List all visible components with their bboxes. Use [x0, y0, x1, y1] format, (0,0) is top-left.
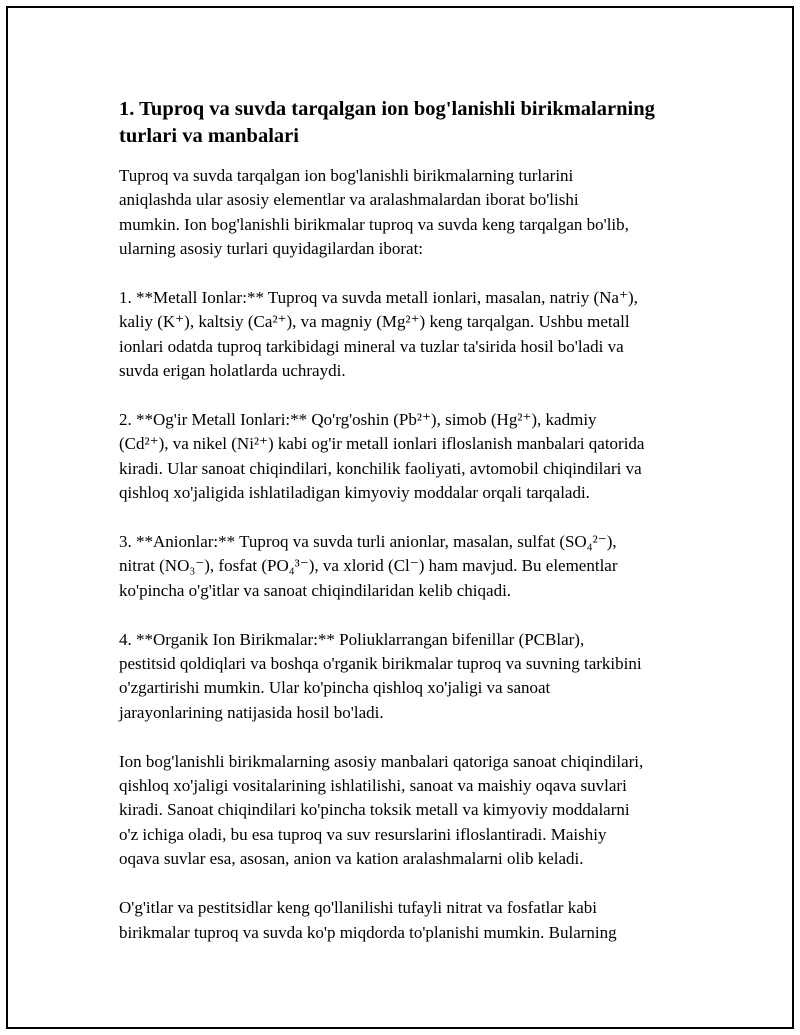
paragraph-sources: Ion bog'lanishli birikmalarning asosiy manbalari qatoriga sanoat chiqindilari, qishloq xo'jaligi vositalarining ishlatilishi, sanoat va maishiy oqava suvlari kiradi. Sanoat chiqindilari ko'pincha toksik metall va kimyoviy moddalarni o'z ichiga oladi, bu esa tuproq va suv resurslarini ifloslantiradi. Maishiy oqava suvlar esa, asosan, anion va kation aralashmalarni olib keladi. [119, 751, 644, 869]
paragraph-anions: 3. **Anionlar:** Tuproq va suvda turli anionlar, masalan, sulfat (SO₄²⁻), nitrat (NO₃⁻), fosfat (PO₄³⁻), va xlorid (Cl⁻) ham mavjud. Bu elementlar ko'pincha o'g'itlar va sanoat chiqindilaridan kelib chiqadi. [119, 532, 618, 600]
paragraph-heavy-metal-ions: 2. **Og'ir Metall Ionlari:** Qo'rg'oshin (Pb²⁺), simob (Hg²⁺), kadmiy (Cd²⁺), va nikel (Ni²⁺) kabi og'ir metall ionlari ifloslanish manbalari qatorida kiradi. Ular sanoat chiqindilari, konchilik faoliyati, avtomobil chiqindilari va qishloq xo'jaligida ishlatiladigan kimyoviy moddalar orqali tarqaladi. [119, 410, 645, 503]
paragraph-metal-ions: 1. **Metall Ionlar:** Tuproq va suvda metall ionlari, masalan, natriy (Na⁺), kaliy (K⁺), kaltsiy (Ca²⁺), va magniy (Mg²⁺) keng tarqalgan. Ushbu metall ionlari odatda tuproq tarkibidagi mineral va tuzlar ta'sirida hosil bo'ladi va suvda erigan holatlarda uchraydi. [119, 288, 638, 381]
document-body [119, 96, 701, 969]
paragraph-organic-compounds: 4. **Organik Ion Birikmalar:** Poliuklarrangan bifenillar (PCBlar), pestitsid qoldiqlari va boshqa o'rganik birikmalar tuproq va suvning tarkibini o'zgartirishi mumkin. Ular ko'pincha qishloq xo'jaligi va sanoat jarayonlarining natijasida hosil bo'ladi. [119, 629, 642, 722]
document-page [6, 6, 794, 1029]
paragraph-intro: Tuproq va suvda tarqalgan ion bog'lanishli birikmalarning turlarini aniqlashda ular asosiy elementlar va aralashmalardan iborat bo'lishi mumkin. Ion bog'lanishli birikmalar tuproq va suvda keng tarqalgan bo'lib, ularning asosiy turlari quyidagilardan iborat: [119, 166, 629, 259]
paragraph-fertilizers: O'g'itlar va pestitsidlar keng qo'llanilishi tufayli nitrat va fosfatlar kabi birikmalar tuproq va suvda ko'p miqdorda to'planishi mumkin. Bularning [119, 898, 617, 942]
section-heading: 1. Tuproq va suvda tarqalgan ion bog'lanishli birikmalarning turlari va manbalari [119, 98, 655, 147]
